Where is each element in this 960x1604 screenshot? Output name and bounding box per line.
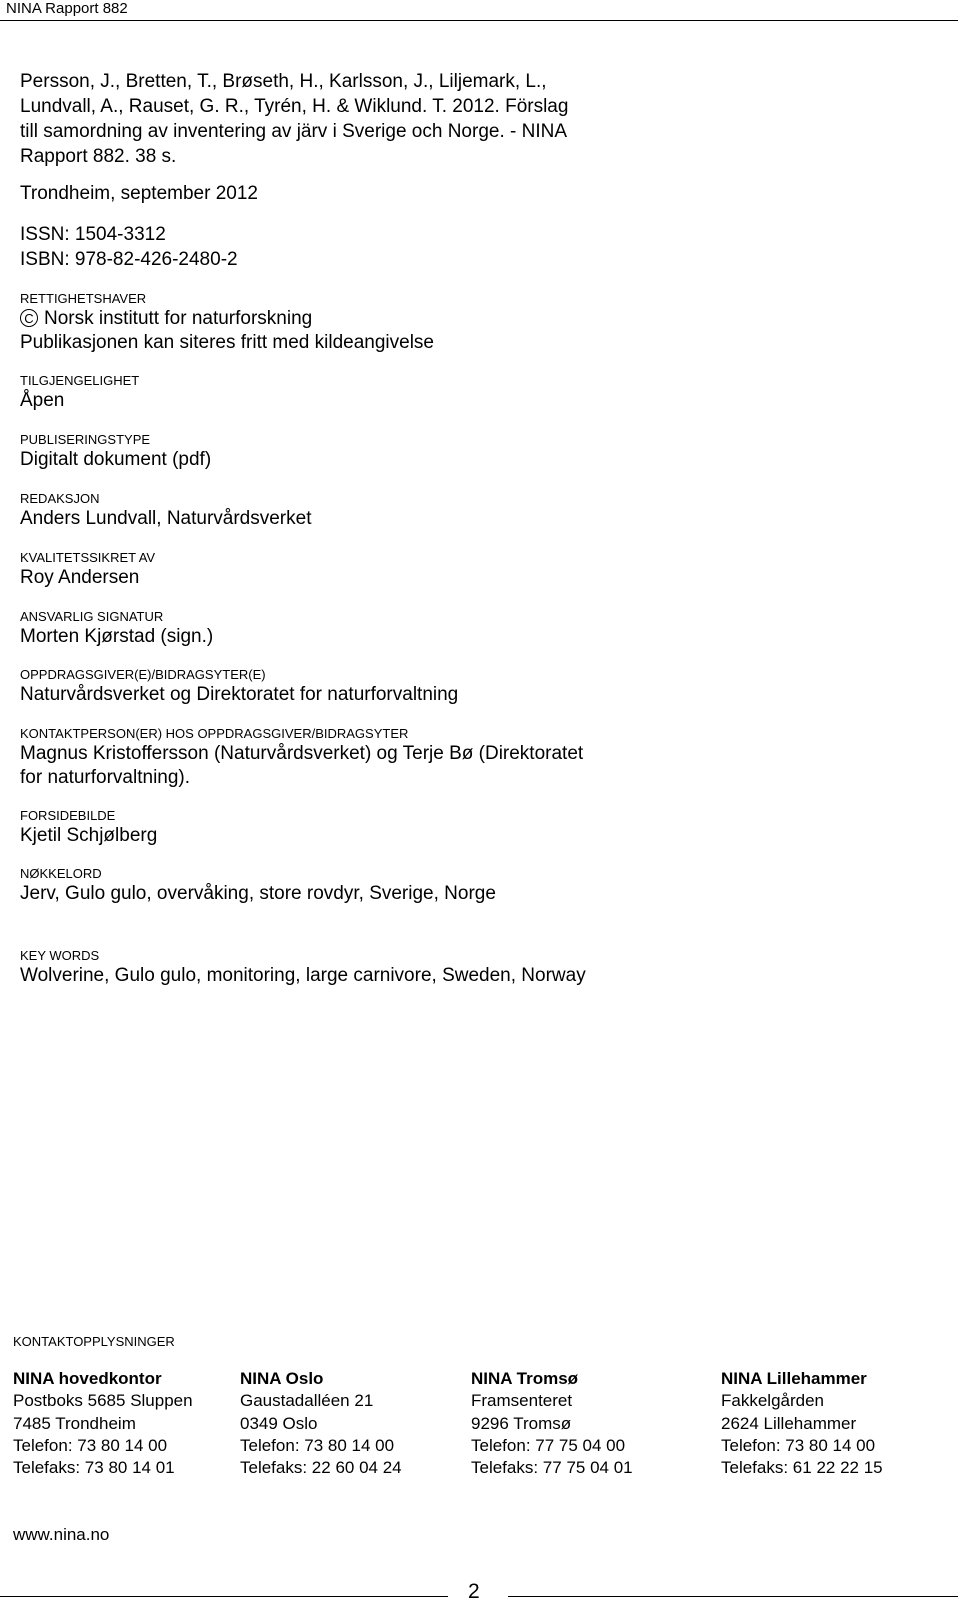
report-series-title: NINA Rapport 882	[6, 0, 128, 17]
header-divider	[0, 20, 958, 21]
cover-photo-value: Kjetil Schjølberg	[20, 825, 158, 846]
keywords-no-value: Jerv, Gulo gulo, overvåking, store rovdyr, Sverige, Norge	[20, 883, 496, 904]
office-address: Framsenteret	[471, 1391, 573, 1411]
contact-info-label: KONTAKTOPPLYSNINGER	[13, 1334, 175, 1349]
office-name: NINA Oslo	[240, 1369, 324, 1388]
office-column	[240, 1368, 402, 1479]
citation-block	[20, 69, 660, 169]
footer-divider	[0, 1596, 448, 1597]
keywords-no-label: NØKKELORD	[20, 866, 102, 881]
office-column	[13, 1368, 193, 1479]
page-number: 2	[468, 1580, 480, 1603]
publication-type-label: PUBLISERINGSTYPE	[20, 432, 151, 447]
editor-label: REDAKSJON	[20, 491, 100, 506]
office-phone: Telefon: 73 80 14 00	[240, 1435, 395, 1455]
office-fax: Telefaks: 77 75 04 01	[471, 1458, 633, 1478]
contact-person-label: KONTAKTPERSON(ER) HOS OPPDRAGSGIVER/BIDRAGSYTER	[20, 726, 409, 741]
rights-note: Publikasjonen kan siteres fritt med kildeangivelse	[20, 332, 434, 353]
footer-divider	[508, 1596, 958, 1597]
office-name: NINA Tromsø	[471, 1369, 579, 1388]
publication-type-value: Digitalt dokument (pdf)	[20, 449, 212, 470]
website-link[interactable]: www.nina.no	[13, 1525, 110, 1544]
office-fax: Telefaks: 61 22 22 15	[721, 1458, 883, 1478]
office-address: Fakkelgården	[721, 1391, 825, 1411]
office-address: Postboks 5685 Sluppen	[13, 1391, 193, 1411]
quality-label: KVALITETSSIKRET AV	[20, 550, 156, 565]
client-value: Naturvårdsverket og Direktoratet for naturforvaltning	[20, 684, 459, 705]
office-fax: Telefaks: 22 60 04 24	[240, 1458, 402, 1478]
availability-label: TILGJENGELIGHET	[20, 373, 140, 388]
rights-holder-name: Norsk institutt for naturforskning	[44, 308, 313, 329]
office-postal: 9296 Tromsø	[471, 1413, 572, 1433]
rights-holder	[20, 308, 312, 330]
client-label: OPPDRAGSGIVER(E)/BIDRAGSYTER(E)	[20, 667, 266, 682]
availability-value: Åpen	[20, 390, 65, 411]
citation-line: Lundvall, A., Rauset, G. R., Tyrén, H. & Wiklund. T. 2012. Förslag	[20, 96, 569, 117]
contact-person-line: for naturforvaltning).	[20, 767, 191, 788]
office-postal: 2624 Lillehammer	[721, 1413, 857, 1433]
contact-person-line: Magnus Kristoffersson (Naturvårdsverket) og Terje Bø (Direktoratet	[20, 743, 584, 764]
signature-value: Morten Kjørstad (sign.)	[20, 626, 214, 647]
cover-photo-label: FORSIDEBILDE	[20, 808, 116, 823]
office-postal: 0349 Oslo	[240, 1413, 318, 1433]
citation-line: Persson, J., Bretten, T., Brøseth, H., Karlsson, J., Liljemark, L.,	[20, 71, 547, 92]
office-column	[721, 1368, 883, 1479]
office-phone: Telefon: 73 80 14 00	[13, 1435, 168, 1455]
office-column	[471, 1368, 633, 1479]
editor-value: Anders Lundvall, Naturvårdsverket	[20, 508, 312, 529]
citation-line: Rapport 882. 38 s.	[20, 146, 177, 167]
office-phone: Telefon: 77 75 04 00	[471, 1435, 626, 1455]
issn: ISSN: 1504-3312	[20, 224, 166, 245]
place-date: Trondheim, september 2012	[20, 183, 258, 204]
keywords-en-label: KEY WORDS	[20, 948, 100, 963]
rights-label: RETTIGHETSHAVER	[20, 291, 147, 306]
citation-line: till samordning av inventering av järv i Sverige och Norge. - NINA	[20, 121, 568, 142]
office-name: NINA Lillehammer	[721, 1369, 867, 1388]
office-address: Gaustadalléen 21	[240, 1391, 374, 1411]
office-postal: 7485 Trondheim	[13, 1413, 136, 1433]
keywords-en-value: Wolverine, Gulo gulo, monitoring, large carnivore, Sweden, Norway	[20, 965, 586, 986]
office-fax: Telefaks: 73 80 14 01	[13, 1458, 175, 1478]
copyright-icon: C	[20, 309, 38, 327]
office-name: NINA hovedkontor	[13, 1369, 162, 1388]
office-phone: Telefon: 73 80 14 00	[721, 1435, 876, 1455]
quality-value: Roy Andersen	[20, 567, 140, 588]
isbn: ISBN: 978-82-426-2480-2	[20, 249, 238, 270]
signature-label: ANSVARLIG SIGNATUR	[20, 609, 164, 624]
